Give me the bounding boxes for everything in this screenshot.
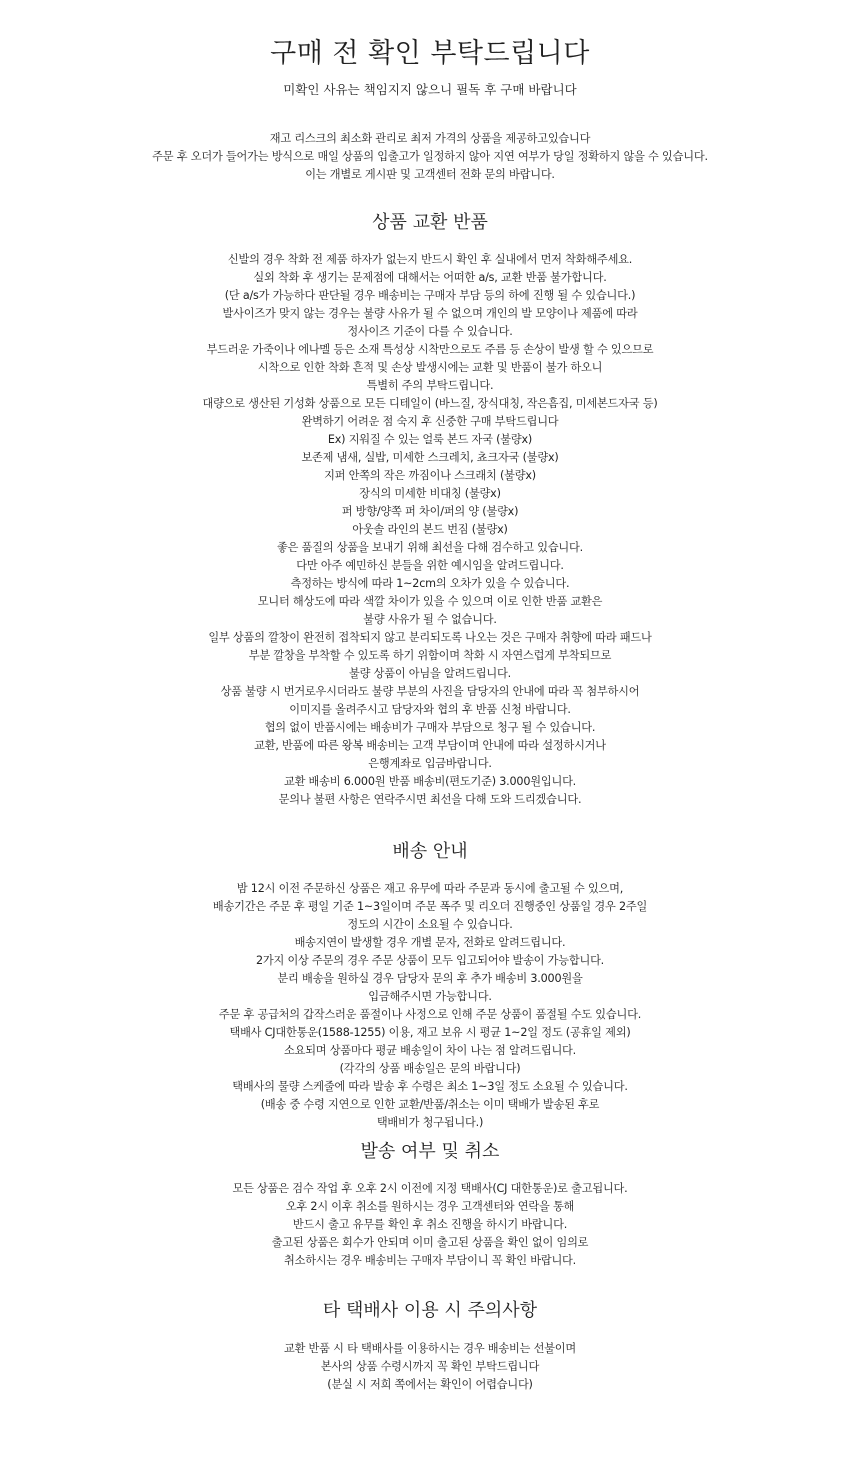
text-line: 입금해주시면 가능합니다. (368, 990, 492, 1003)
text-line: 부분 깔창을 부착할 수 있도록 하기 위함이며 착화 시 자연스럽게 부착되므로 (248, 649, 612, 662)
text-line: 소요되며 상품마다 평균 배송일이 차이 나는 점 알려드립니다. (283, 1044, 577, 1057)
text-line: 배송지연이 발생할 경우 개별 문자, 전화로 알려드립니다. (294, 936, 566, 949)
shipping-info-heading: 배송 안내 (392, 841, 468, 862)
text-line: 오후 2시 이후 취소를 원하시는 경우 고객센터와 연락을 통해 (285, 1200, 575, 1213)
text-line: 시착으로 인한 착화 흔적 및 손상 발생시에는 교환 및 반품이 불가 하오니 (257, 361, 603, 374)
text-line: 출고된 상품은 회수가 안되며 이미 출고된 상품을 확인 없이 임의로 (271, 1236, 589, 1249)
text-line: 밤 12시 이전 주문하신 상품은 재고 유무에 따라 주문과 동시에 출고될 수 있으며, (236, 882, 624, 895)
text-line: 2가지 이상 주문의 경우 주문 상품이 모두 입고되어야 발송이 가능합니다. (255, 954, 605, 967)
text-line: 일부 상품의 깔창이 완전히 접착되지 않고 분리되도록 나오는 것은 구매자 취향에 따라 패드나 (208, 631, 652, 644)
text-line: 분리 배송을 원하실 경우 담당자 문의 후 추가 배송비 3.000원을 (277, 972, 583, 985)
text-line: 실외 착화 후 생기는 문제점에 대해서는 어떠한 a/s, 교환 반품 불가합니다. (253, 271, 607, 284)
other-courier-heading: 타 택배사 이용 시 주의사항 (322, 1300, 538, 1321)
dispatch-cancel-heading: 발송 여부 및 취소 (360, 1141, 500, 1162)
text-line: 주문 후 오더가 들어가는 방식으로 매일 상품의 입출고가 일정하지 않아 지연 여부가 당일 정확하지 않을 수 있습니다. (152, 150, 708, 163)
text-line: 택배비가 청구됩니다.) (376, 1116, 484, 1129)
text-line: 재고 리스크의 최소화 관리로 최저 가격의 상품을 제공하고있습니다 (269, 132, 591, 145)
exchange-return-heading: 상품 교환 반품 (372, 212, 488, 233)
text-line: 은행계좌로 입금바랍니다. (368, 757, 492, 770)
text-line: 퍼 방향/양쪽 퍼 차이/퍼의 양 (불량x) (341, 505, 519, 518)
text-line: (단 a/s가 가능하다 판단될 경우 배송비는 구매자 부담 등의 하에 진행 될 수 있습니다.) (224, 289, 636, 302)
text-line: (분실 시 저희 쪽에서는 확인이 어렵습니다) (327, 1378, 533, 1391)
text-line: (각각의 상품 배송일은 문의 바랍니다) (339, 1062, 521, 1075)
text-line: (배송 중 수령 지연으로 인한 교환/반품/취소는 이미 택배가 발송된 후로 (260, 1098, 600, 1111)
text-line: 교환 배송비 6.000원 반품 배송비(편도기준) 3.000원입니다. (283, 775, 577, 788)
text-line: 신발의 경우 착화 전 제품 하자가 없는지 반드시 확인 후 실내에서 먼저 착화해주세요. (227, 253, 633, 266)
text-line: 특별히 주의 부탁드립니다. (366, 379, 494, 392)
text-line: 택배사 CJ대한통운(1588-1255) 이용, 재고 보유 시 평균 1~2일 정도 (공휴일 제외) (229, 1026, 631, 1039)
text-line: 지퍼 안쪽의 작은 까짐이나 스크래치 (불량x) (324, 469, 536, 482)
text-line: 취소하시는 경우 배송비는 구매자 부담이니 꼭 확인 바랍니다. (283, 1254, 577, 1267)
text-line: 부드러운 가죽이나 에나멜 등은 소재 특성상 시착만으로도 주름 등 손상이 발생 할 수 있으므로 (206, 343, 654, 356)
text-line: 교환 반품 시 타 택배사를 이용하시는 경우 배송비는 선불이며 (283, 1342, 577, 1355)
text-line: 이미지를 올려주시고 담당자와 협의 후 반품 신청 바랍니다. (289, 703, 571, 716)
exchange-return-paragraph (0, 251, 860, 809)
text-line: 정사이즈 기준이 다를 수 있습니다. (347, 325, 513, 338)
text-line: 주문 후 공급처의 갑작스러운 품절이나 사정으로 인해 주문 상품이 품절될 수도 있습니다. (218, 1008, 642, 1021)
text-line: 좋은 품질의 상품을 보내기 위해 최선을 다해 검수하고 있습니다. (277, 541, 583, 554)
page-subtitle: 미확인 사유는 책임지지 않으니 필독 후 구매 바랍니다 (283, 82, 577, 97)
page-title: 구매 전 확인 부탁드립니다 (270, 38, 590, 69)
text-line: 배송기간은 주문 후 평일 기준 1~3일이며 주문 폭주 및 리오더 진행중인 상품일 경우 2주일 (212, 900, 648, 913)
text-line: 이는 개별로 게시판 및 고객센터 전화 문의 바랍니다. (305, 168, 555, 181)
text-line: 교환, 반품에 따른 왕복 배송비는 고객 부담이며 안내에 따라 설정하시거나 (254, 739, 606, 752)
other-courier-paragraph (0, 1340, 860, 1394)
text-line: 반드시 출고 유무를 확인 후 취소 진행을 하시기 바랍니다. (292, 1218, 568, 1231)
text-line: 대량으로 생산된 기성화 상품으로 모든 디테일이 (바느질, 장식대칭, 작은흠집, 미세본드자국 등) (202, 397, 658, 410)
text-line: 본사의 상품 수령시까지 꼭 확인 부탁드립니다 (320, 1360, 540, 1373)
dispatch-cancel-paragraph (0, 1180, 860, 1270)
intro-paragraph (0, 130, 860, 184)
shipping-info-paragraph (0, 880, 860, 1132)
text-line: 아웃솔 라인의 본드 번짐 (불량x) (352, 523, 508, 536)
text-line: 상품 불량 시 번거로우시더라도 불량 부분의 사진을 담당자의 안내에 따라 꼭 첨부하시어 (220, 685, 640, 698)
text-line: Ex) 지워질 수 있는 얼룩 본드 자국 (불량x) (327, 433, 533, 446)
text-line: 불량 사유가 될 수 없습니다. (363, 613, 497, 626)
text-line: 보존제 냄새, 실밥, 미세한 스크레치, 쵸크자국 (불량x) (301, 451, 559, 464)
text-line: 완벽하기 어려운 점 숙지 후 신중한 구매 부탁드립니다 (301, 415, 559, 428)
text-line: 모든 상품은 검수 작업 후 오후 2시 이전에 지정 택배사(CJ 대한통운)로 출고됩니다. (232, 1182, 628, 1195)
text-line: 정도의 시간이 소요될 수 있습니다. (347, 918, 513, 931)
text-line: 장식의 미세한 비대칭 (불량x) (359, 487, 501, 500)
text-line: 택배사의 물량 스케줄에 따라 발송 후 수령은 최소 1~3일 정도 소요될 수 있습니다. (232, 1080, 628, 1093)
text-line: 협의 없이 반품시에는 배송비가 구매자 부담으로 청구 될 수 있습니다. (264, 721, 596, 734)
text-line: 측정하는 방식에 따라 1~2cm의 오차가 있을 수 있습니다. (290, 577, 570, 590)
text-line: 불량 상품이 아님을 알려드립니다. (349, 667, 511, 680)
text-line: 문의나 불편 사항은 연락주시면 최선을 다해 도와 드리겠습니다. (278, 793, 582, 806)
text-line: 발사이즈가 맞지 않는 경우는 불량 사유가 될 수 없으며 개인의 발 모양이나 제품에 따라 (222, 307, 638, 320)
text-line: 모니터 해상도에 따라 색깔 차이가 있을 수 있으며 이로 인한 반품 교환은 (257, 595, 603, 608)
text-line: 다만 아주 예민하신 분들을 위한 예시임을 알려드립니다. (296, 559, 564, 572)
